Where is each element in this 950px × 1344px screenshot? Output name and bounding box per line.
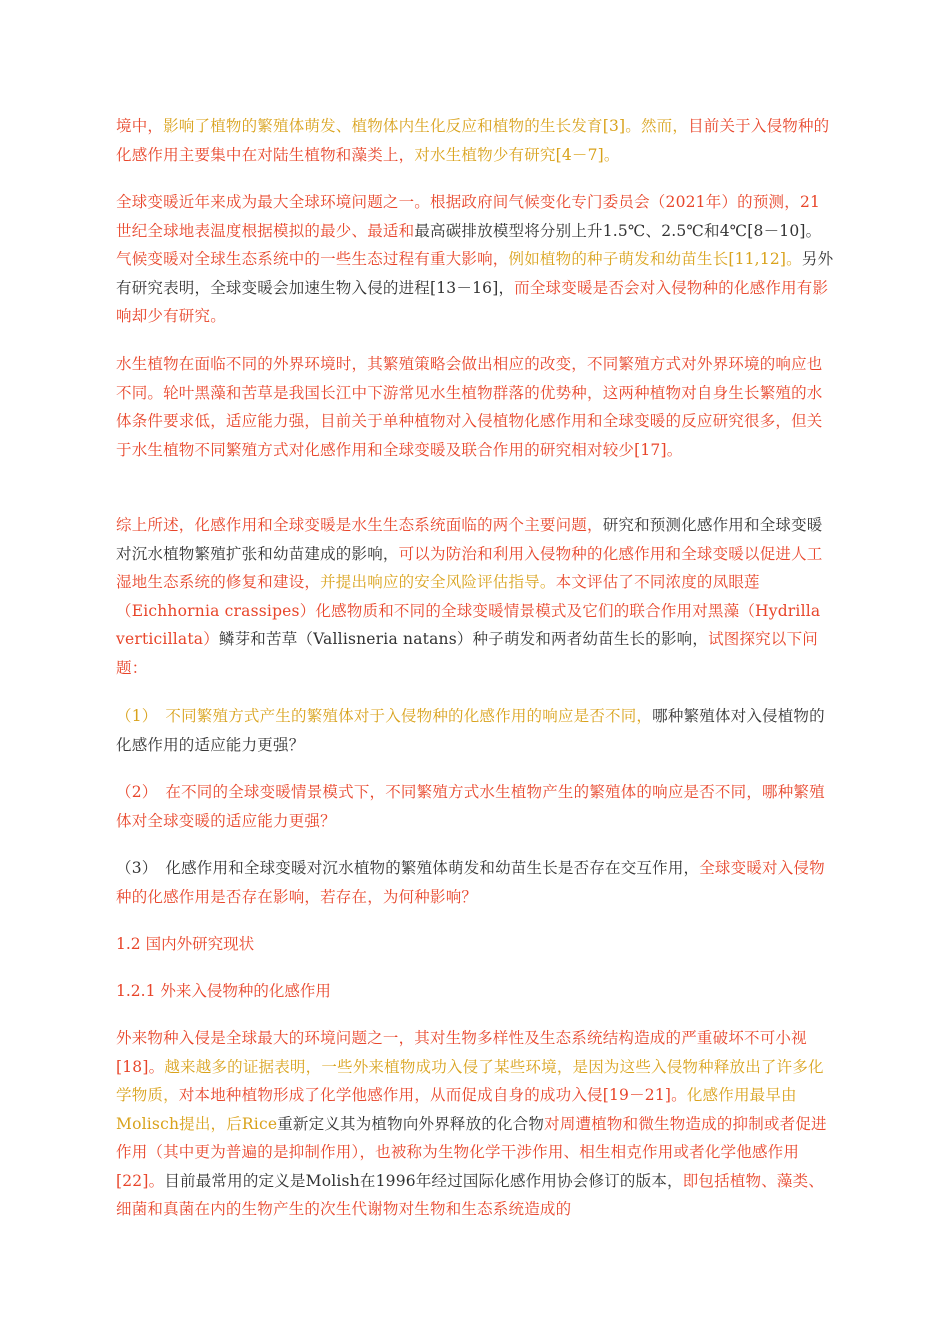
text-segment: 对本地种植物形成了化学他感作用，从而促成自身的成功入侵[19－21]。: [178, 1086, 687, 1104]
text-segment: 对水生植物少有研究[4－7]。: [414, 145, 620, 164]
text-segment: 鳞芽和苦草（Vallisneria natans）种子萌发和两者幼苗生长的影响，: [218, 630, 709, 648]
text-segment: 重新定义其为植物向外界释放的化合物: [277, 1114, 545, 1133]
text-segment: 全球变暖近年来成为最大全球环境问题之一。根据政府间气候变化专门委员会（2021年）的预测，21世纪全球地表温度根据模拟的最少、最适和: [116, 193, 821, 240]
text-segment: 化感作用最早由Molisch提出，后Rice: [116, 1086, 797, 1133]
section-heading-1-2: 1.2 国内外研究现状: [116, 935, 255, 953]
question-2: [116, 778, 834, 835]
paragraph-summary: [116, 511, 834, 682]
text-segment: 目前最常用的定义是Molish在1996年经过国际化感作用协会修订的版本，: [164, 1171, 683, 1190]
text-segment: 影响了植物的繁殖体萌发、植物体内生化反应和植物的生长发育[3]。然而，: [163, 117, 689, 135]
text-segment: 境中，: [116, 117, 164, 135]
text-segment: 越来越多的证据表明，一些外来植物成功入侵了某些环境，是因为这些入侵物种释放出了许多化学物质，: [116, 1057, 824, 1104]
text-segment: 试图探究以下问题：: [116, 630, 818, 677]
text-segment: 哪种繁殖体对入侵植物的化感作用的适应能力更强？: [116, 707, 825, 754]
question-3: [116, 854, 834, 911]
text-segment: 可以为防治和利用入侵物种的化感作用和全球变暖以促进人工湿地生态系统的修复和建设，: [116, 544, 823, 591]
text-segment: 例如植物的种子萌发和幼苗生长[11,12]。: [508, 250, 802, 268]
text-segment: 全球变暖对入侵物种的化感作用是否存在影响，若存在，为何种影响？: [116, 859, 825, 906]
paragraph-aquatic-plants: [116, 350, 834, 464]
paragraph-global-warming: [116, 188, 834, 331]
text-segment: （2） 在不同的全球变暖情景模式下，不同繁殖方式水生植物产生的繁殖体的响应是否不同，哪种繁殖体对全球变暖的适应能力更强？: [116, 783, 825, 830]
text-segment: 水生植物在面临不同的外界环境时，其繁殖策略会做出相应的改变，不同繁殖方式对外界环境的响应也不同。轮叶黑藻和苦草是我国长江中下游常见水生植物群落的优势种，这两种植物对自身生长繁殖的水体条件要求低，适应能力强，目前关于单种植物对入侵植物化感作用和全球变暖的反应研究很多，但关于水生植物不同繁殖方式对化感作用和全球变暖及联合作用的研究相对较少[17]。: [116, 355, 823, 459]
text-segment: 目前关于入侵物种的化感作用主要集中在对陆生植物和藻类上，: [116, 117, 830, 164]
paragraph-allelopathy: [116, 1024, 834, 1224]
paragraph-intro-continued: [116, 112, 834, 169]
text-segment: 外来物种入侵是全球最大的环境问题之一，其对生物多样性及生态系统结构造成的严重破坏不可小视[18]。: [116, 1029, 807, 1076]
text-segment: 气候变暖对全球生态系统中的一些生态过程有重大影响，: [116, 250, 509, 268]
question-1: [116, 702, 834, 759]
text-segment: 并提出响应的安全风险评估指导。: [320, 573, 556, 591]
text-segment: 对周遭植物和微生物造成的抑制或者促进作用（其中更为普遍的是抑制作用），也被称为生物化学干涉作用、相生相克作用或者化学他感作用[22]。: [116, 1114, 827, 1190]
text-segment: 本文评估了不同浓度的凤眼莲（Eichhornia crassipes）化感物质和不同的全球变暖情景模式及它们的联合作用对黑藻（Hydrilla verticillata）: [116, 573, 821, 648]
text-segment: 最高碳排放模型将分别上升1.5℃、2.5℃和4℃[8－10]。: [414, 221, 822, 240]
text-segment: （1） 不同繁殖方式产生的繁殖体对于入侵物种的化感作用的响应是否不同，: [116, 707, 653, 725]
text-segment: 综上所述，化感作用和全球变暖是水生生态系统面临的两个主要问题，: [116, 516, 603, 534]
text-segment: 即包括植物、藻类、细菌和真菌在内的生物产生的次生代谢物对生物和生态系统造成的: [116, 1171, 825, 1218]
text-segment: 另外有研究表明，全球变暖会加速生物入侵的进程[13－16]，: [116, 250, 834, 297]
text-segment: （3） 化感作用和全球变暖对沉水植物的繁殖体萌发和幼苗生长是否存在交互作用，: [116, 859, 700, 877]
text-segment: 研究和预测化感作用和全球变暖对沉水植物繁殖扩张和幼苗建成的影响，: [116, 516, 823, 563]
text-segment: 而全球变暖是否会对入侵物种的化感作用有影响却少有研究。: [116, 278, 829, 325]
subsection-heading-1-2-1: 1.2.1 外来入侵物种的化感作用: [116, 982, 331, 1000]
